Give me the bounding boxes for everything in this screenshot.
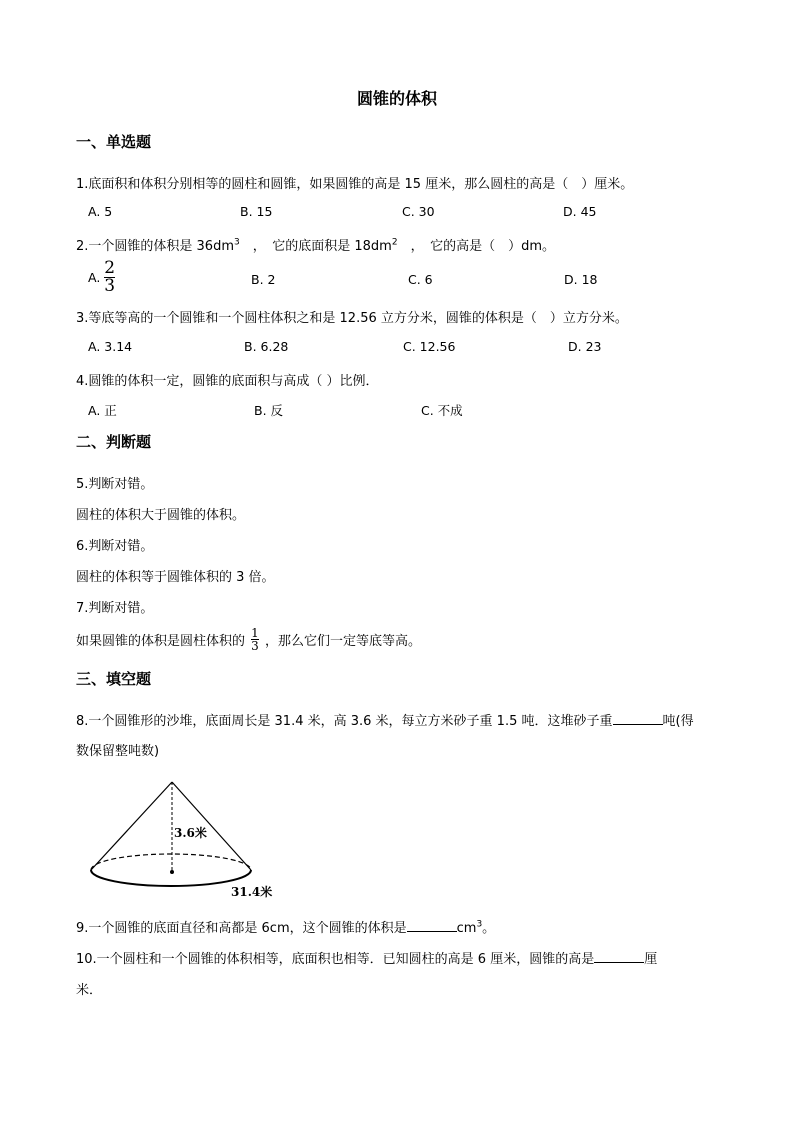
question-9 bbox=[76, 917, 495, 936]
question-8 bbox=[76, 710, 694, 729]
q1-option-d[interactable]: D. 45 bbox=[563, 204, 597, 219]
cone-height-label: 3.6米 bbox=[174, 826, 207, 840]
q2-fraction-numerator: 2 bbox=[104, 258, 116, 278]
q10-text-a: 10.一个圆柱和一个圆锥的体积相等，底面积也相等．已知圆柱的高是 6 厘米，圆锥的高是 bbox=[76, 952, 595, 967]
q9-text-a: 9.一个圆锥的底面直径和高都是 6cm，这个圆锥的体积是 bbox=[76, 921, 407, 936]
q7-statement-b: ，那么它们一定等底等高。 bbox=[264, 634, 421, 649]
q5-statement: 圆柱的体积大于圆锥的体积。 bbox=[76, 508, 246, 523]
q7-fraction bbox=[251, 627, 259, 652]
q4-option-b[interactable]: B. 反 bbox=[254, 403, 284, 418]
q3-option-c[interactable]: C. 12.56 bbox=[403, 339, 456, 354]
q9-answer-blank[interactable] bbox=[407, 919, 457, 932]
question-6: 6.判断对错。 bbox=[76, 539, 154, 554]
page-title: 圆锥的体积 bbox=[356, 89, 437, 108]
q4-option-c[interactable]: C. 不成 bbox=[421, 403, 463, 418]
q2-option-a[interactable] bbox=[88, 260, 115, 295]
q9-text-c: 。 bbox=[482, 921, 496, 936]
question-2 bbox=[76, 235, 555, 254]
cone-left-edge bbox=[91, 782, 172, 870]
question-10 bbox=[76, 948, 657, 967]
question-4: 4.圆锥的体积一定，圆锥的底面积与高成（ ）比例． bbox=[76, 374, 379, 389]
cone-circumference-label: 31.4米 bbox=[231, 885, 273, 899]
q2-option-d[interactable]: D. 18 bbox=[564, 272, 598, 287]
question-7: 7.判断对错。 bbox=[76, 601, 154, 616]
q2-option-a-prefix: A. bbox=[88, 270, 101, 285]
q3-option-d[interactable]: D. 23 bbox=[568, 339, 602, 354]
q8-answer-blank[interactable] bbox=[613, 712, 663, 725]
q1-option-a[interactable]: A. 5 bbox=[88, 204, 113, 219]
q8-text-line2: 数保留整吨数) bbox=[76, 744, 160, 759]
q3-option-a[interactable]: A. 3.14 bbox=[88, 339, 133, 354]
q2-option-a-fraction bbox=[104, 260, 115, 295]
q2-text-b: ， 它的底面积是 18dm bbox=[239, 239, 392, 254]
q4-option-a[interactable]: A. 正 bbox=[88, 403, 117, 418]
section-heading-fill-blank: 三、填空题 bbox=[76, 670, 152, 688]
q2-sup-a: 3 bbox=[234, 237, 240, 248]
q6-statement: 圆柱的体积等于圆锥体积的 3 倍。 bbox=[76, 570, 275, 585]
q1-option-b[interactable]: B. 15 bbox=[240, 204, 273, 219]
q2-option-c[interactable]: C. 6 bbox=[408, 272, 433, 287]
q7-statement-a: 如果圆锥的体积是圆柱体积的 bbox=[76, 634, 246, 649]
q8-text-a: 8.一个圆锥形的沙堆，底面周长是 31.4 米，高 3.6 米，每立方米砂子重 1.5 吨．这堆砂子重 bbox=[76, 714, 613, 729]
q10-answer-blank[interactable] bbox=[594, 950, 644, 963]
q9-unit: cm bbox=[456, 921, 477, 936]
q2-text-c: ， 它的高是（ ）dm。 bbox=[397, 239, 555, 254]
q2-sup-b: 2 bbox=[391, 237, 398, 248]
q10-text-line2: 米． bbox=[76, 983, 103, 998]
q2-option-b[interactable]: B. 2 bbox=[251, 272, 276, 287]
q7-statement bbox=[76, 627, 421, 652]
q2-text-a: 2.一个圆锥的体积是 36dm bbox=[76, 239, 234, 254]
section-heading-single-choice: 一、单选题 bbox=[76, 133, 152, 151]
question-3: 3.等底等高的一个圆锥和一个圆柱体积之和是 12.56 立方分米，圆锥的体积是（ ）立方分米。 bbox=[76, 311, 628, 326]
q7-fraction-numerator: 1 bbox=[251, 626, 259, 640]
q10-text-b: 厘 bbox=[644, 952, 658, 967]
q2-fraction-denominator: 3 bbox=[104, 276, 116, 296]
cone-base-back bbox=[91, 854, 251, 870]
q1-option-c[interactable]: C. 30 bbox=[402, 204, 435, 219]
q9-unit-sup: 3 bbox=[476, 919, 483, 930]
question-5: 5.判断对错。 bbox=[76, 477, 154, 492]
section-heading-true-false: 二、判断题 bbox=[76, 433, 152, 451]
cone-base-center bbox=[170, 870, 174, 874]
question-1: 1.底面积和体积分别相等的圆柱和圆锥，如果圆锥的高是 15 厘米，那么圆柱的高是（ ）厘米。 bbox=[76, 177, 634, 192]
q8-text-b: 吨(得 bbox=[662, 714, 694, 729]
q7-fraction-denominator: 3 bbox=[251, 639, 259, 653]
q3-option-b[interactable]: B. 6.28 bbox=[244, 339, 289, 354]
cone-figure bbox=[88, 778, 273, 903]
